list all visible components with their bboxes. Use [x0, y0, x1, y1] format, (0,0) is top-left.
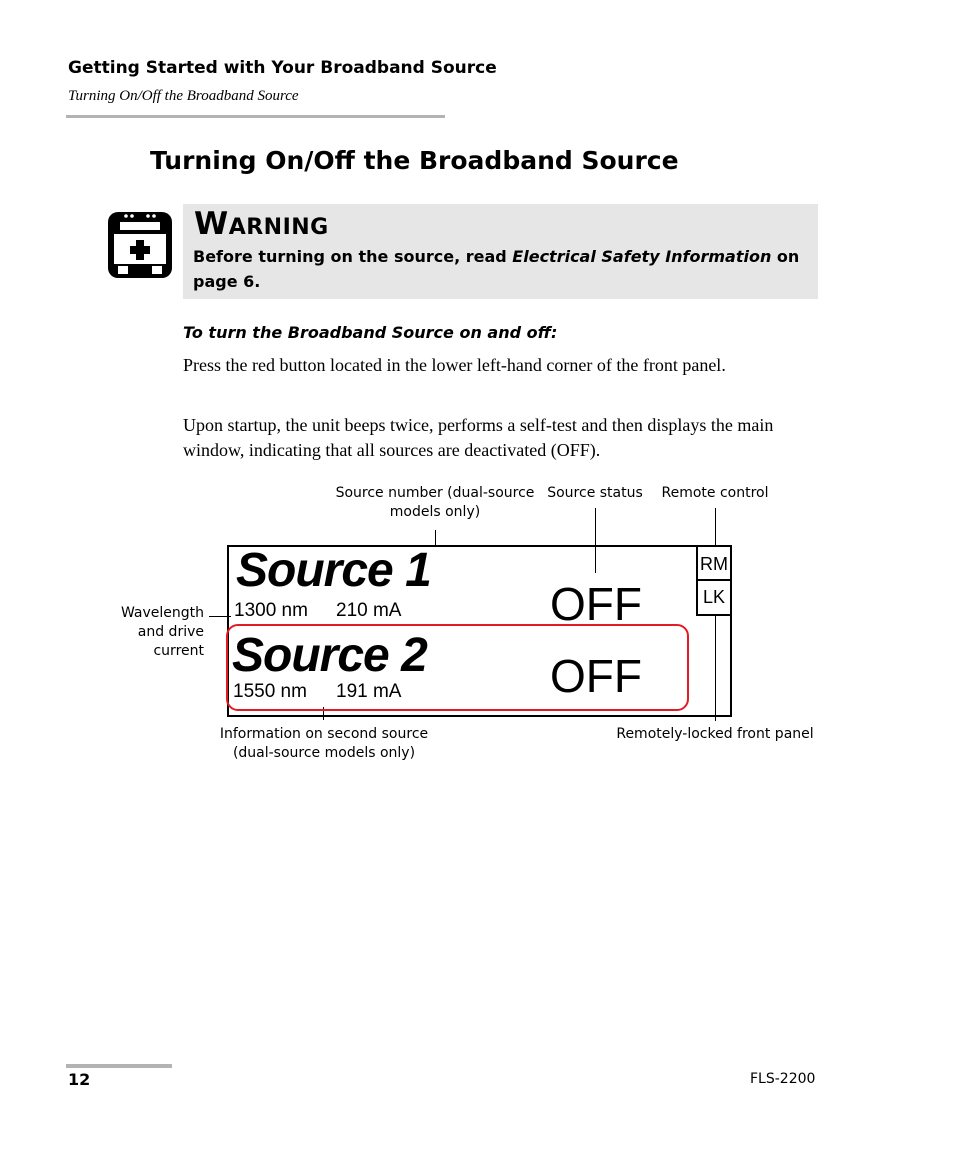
paragraph-startup: Upon startup, the unit beeps twice, performs a self-test and then displays the main window, indicating that all sources are deactivated (OFF). [183, 415, 774, 460]
leader-remote-control [715, 508, 716, 546]
warning-hazard-icon [106, 210, 174, 280]
callout-wavelength: Wavelength and drive current [120, 605, 204, 659]
source-1-wavelength: 1300 nm [234, 600, 308, 621]
source-1-current: 210 mA [336, 600, 402, 621]
warning-reference: Electrical Safety Information [512, 247, 772, 266]
source-1-status: OFF [550, 578, 642, 630]
callout-source-status: Source status [547, 485, 643, 501]
paragraph-press-button: Press the red button located in the lower left-hand corner of the front panel. [183, 355, 726, 375]
source-2-wavelength: 1550 nm [233, 681, 307, 702]
source-1-label: Source 1 [236, 544, 431, 597]
source-2-status: OFF [550, 650, 642, 702]
warning-heading: WARNING [194, 206, 329, 242]
page-number: 12 [68, 1070, 91, 1089]
remote-indicator: RM [696, 545, 732, 581]
header-rule [66, 115, 445, 118]
callout-second-source: Information on second source (dual-source models only) [219, 726, 429, 761]
footer-rule [66, 1064, 172, 1068]
warning-text: Before turning on the source, read Electrical Safety Information on page 6. [193, 247, 800, 291]
section-title: Turning On/Off the Broadband Source [150, 146, 679, 175]
source-2-current: 191 mA [336, 681, 402, 702]
procedure-heading: To turn the Broadband Source on and off: [183, 323, 558, 342]
lock-indicator: LK [696, 581, 732, 616]
callout-remote-control: Remote control [661, 485, 769, 501]
running-header-title: Getting Started with Your Broadband Source [68, 58, 497, 78]
source-2-highlight [226, 624, 689, 711]
callout-source-number: Source number (dual-source models only) [335, 485, 535, 520]
callout-remotely-locked: Remotely-locked front panel [616, 726, 814, 742]
running-header-subtitle: Turning On/Off the Broadband Source [68, 88, 299, 104]
source-2-label: Source 2 [232, 629, 427, 682]
document-id: FLS-2200 [750, 1071, 816, 1087]
